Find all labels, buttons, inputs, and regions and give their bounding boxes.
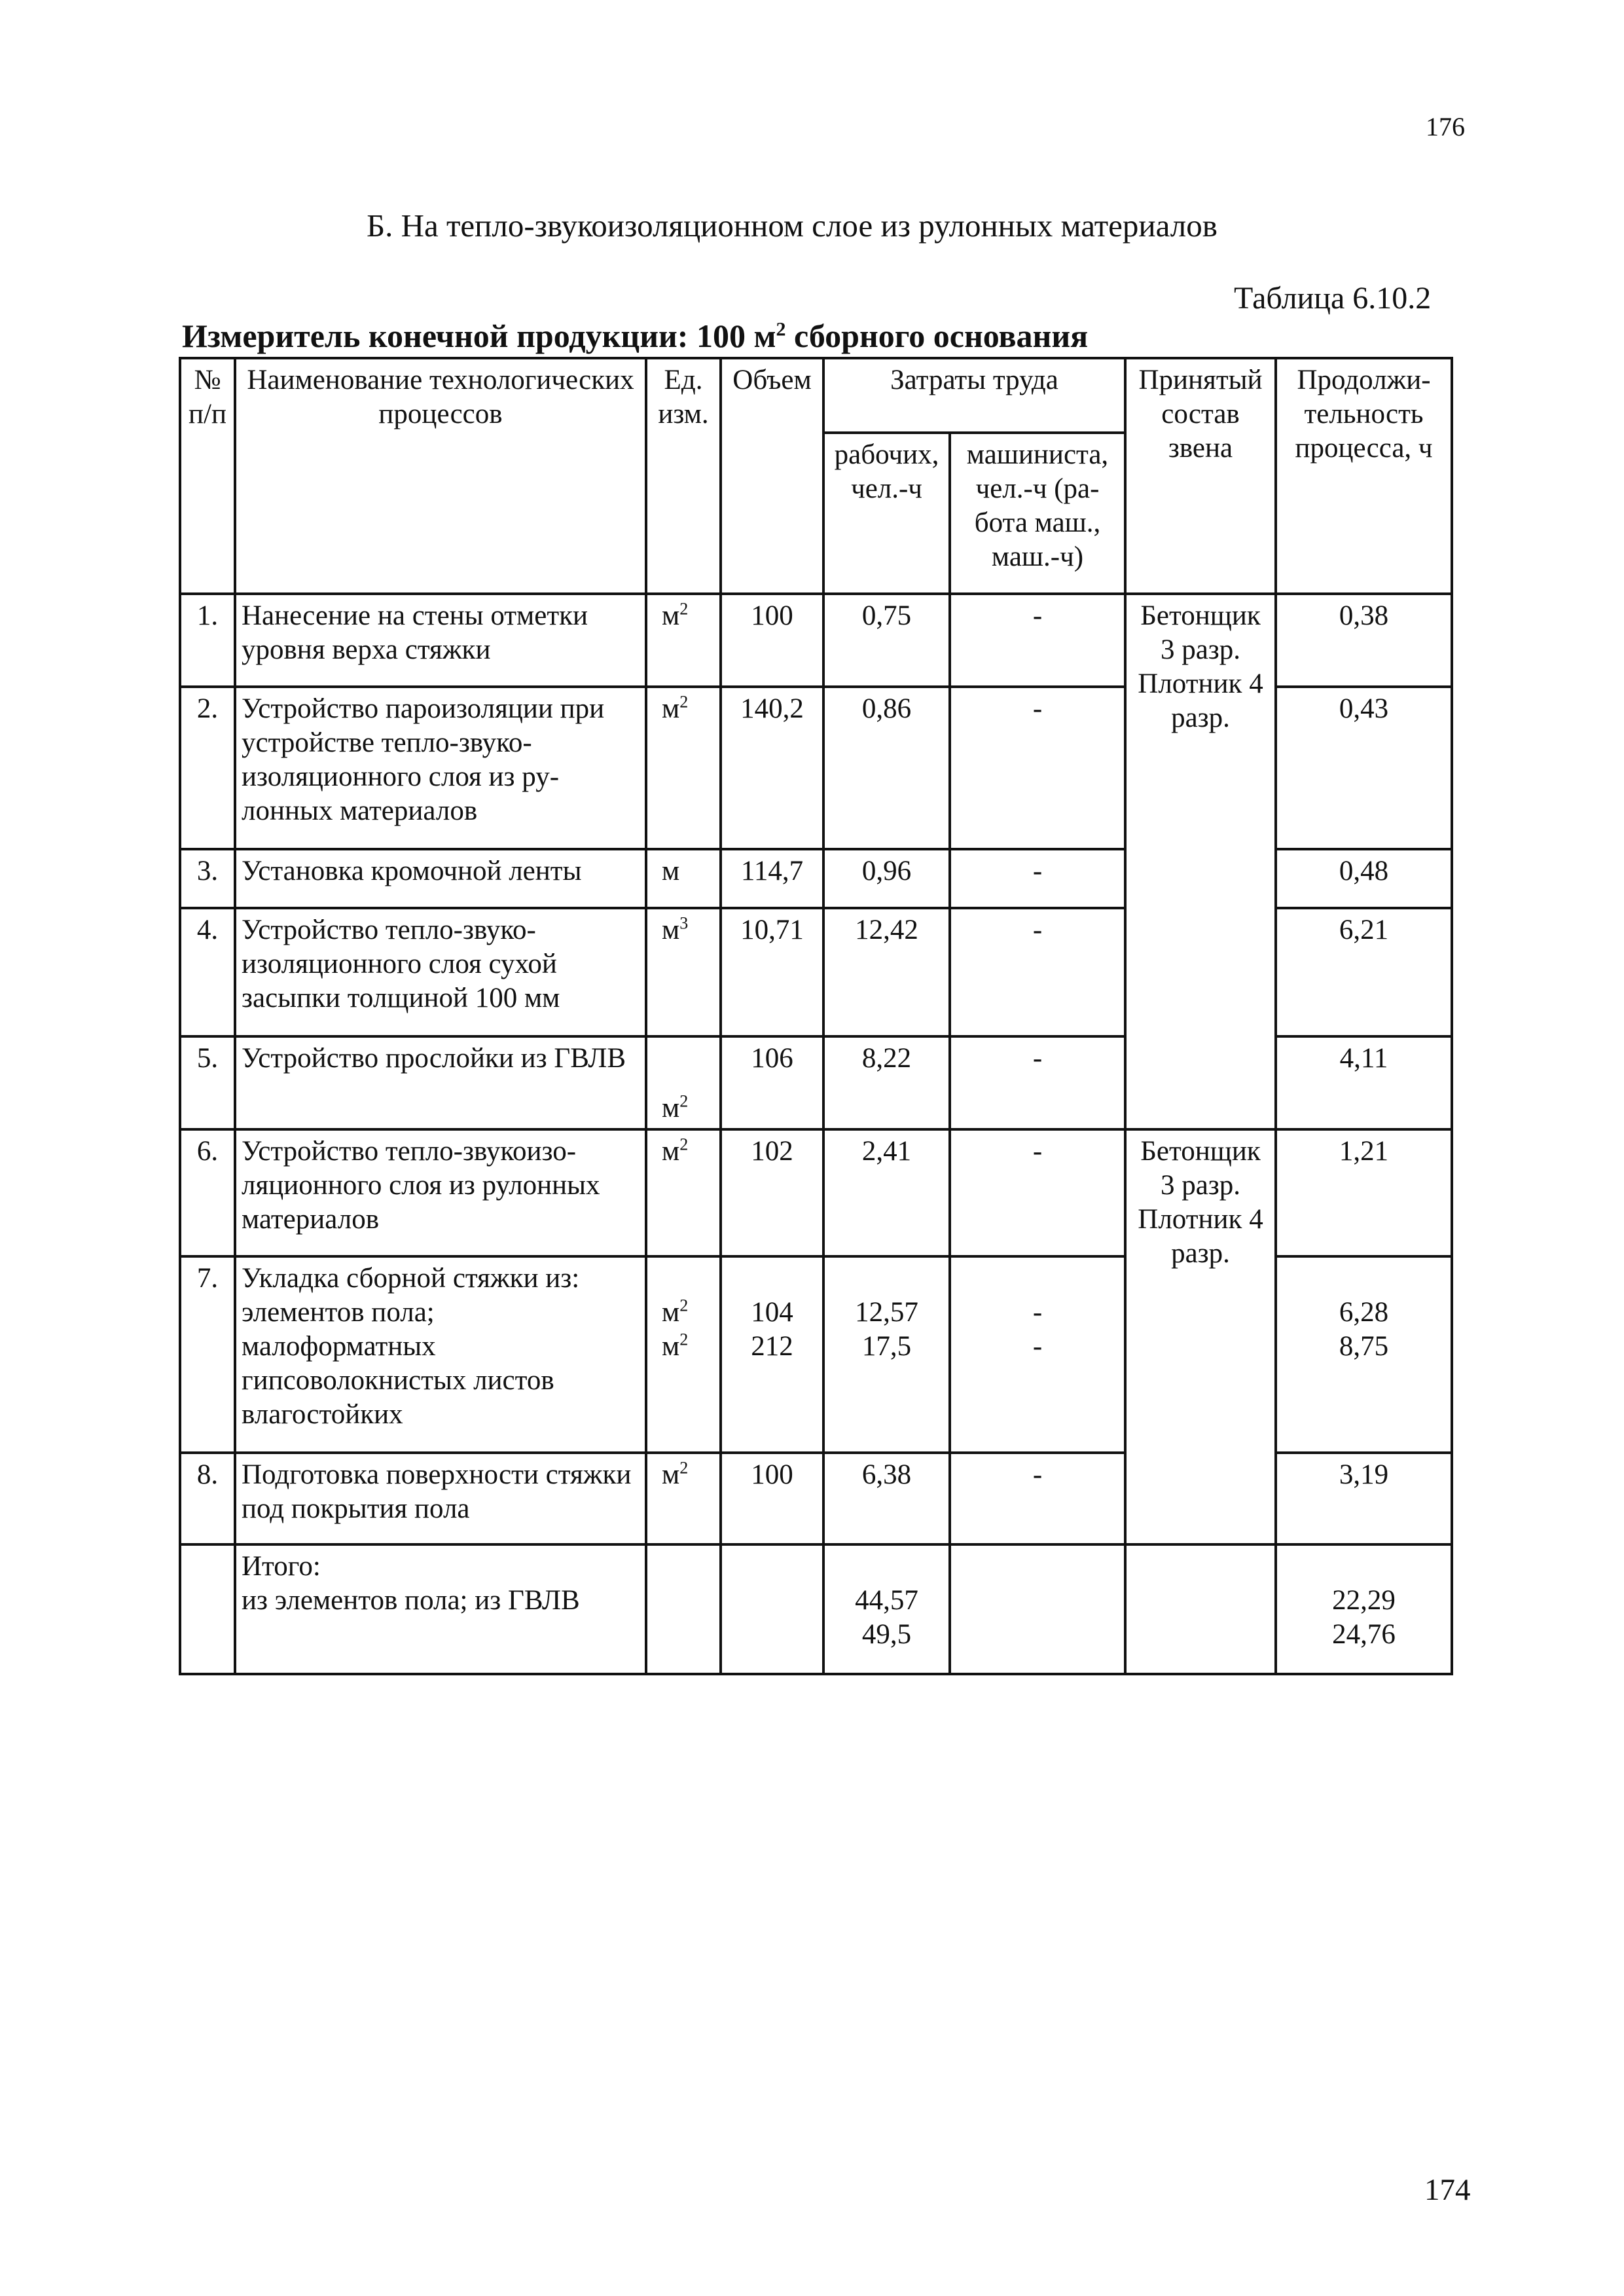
row-num: 3. (180, 849, 235, 908)
total-num (180, 1544, 235, 1674)
row-machinist: - (950, 1129, 1125, 1256)
row-num: 1. (180, 594, 235, 687)
row-subitem: малоформатных гипсоволокнистых листов влагостойких (242, 1331, 554, 1430)
measure-suffix: сборного основания (785, 318, 1089, 354)
row-num: 6. (180, 1129, 235, 1256)
row-workers: 0,86 (823, 687, 950, 849)
row-machinist: - (950, 1453, 1125, 1544)
header-duration: Продолжи-тельность процесса, ч (1276, 358, 1452, 594)
table-row (180, 1129, 1452, 1256)
header-name: Наименование технологических процессов (235, 358, 646, 594)
row-duration: 0,43 (1276, 687, 1452, 849)
row-name: Подготовка поверхности стяжки под покрытия пола (235, 1453, 646, 1544)
row-volume: 102 (721, 1129, 823, 1256)
row-duration: 0,38 (1276, 594, 1452, 687)
total-label (235, 1544, 646, 1674)
row-volume: 100 (721, 594, 823, 687)
row-workers: 12,57 17,5 (823, 1256, 950, 1453)
page-number-top: 176 (1426, 112, 1465, 141)
row-workers: 6,38 (823, 1453, 950, 1544)
row-machinist: - (950, 908, 1125, 1036)
table-row (180, 594, 1452, 687)
row-num: 2. (180, 687, 235, 849)
total-workers: 44,57 49,5 (823, 1544, 950, 1674)
row-duration: 1,21 (1276, 1129, 1452, 1256)
labor-table (179, 357, 1453, 1675)
row-unit: м (646, 849, 721, 908)
header-crew: Принятый состав звена (1125, 358, 1276, 594)
row-unit: $м^2$ (646, 687, 721, 849)
row-volume: 10,71 (721, 908, 823, 1036)
table-label: Таблица 6.10.2 (1234, 281, 1432, 316)
row-name-main: Укладка сборной стяжки из: (242, 1263, 580, 1294)
header-num: № п/п (180, 358, 235, 594)
total-row (180, 1544, 1452, 1674)
row-name: Устройство тепло-звукоизо-ляционного слоя из рулонных материалов (235, 1129, 646, 1256)
row-duration: 6,28 8,75 (1276, 1256, 1452, 1453)
row-machinist: - (950, 1036, 1125, 1129)
row-unit: $м^2$ (646, 1453, 721, 1544)
row-volume: 104 212 (721, 1256, 823, 1453)
row-volume: 140,2 (721, 687, 823, 849)
row-volume: 100 (721, 1453, 823, 1544)
row-subitem: элементов пола; (242, 1297, 435, 1328)
row-machinist: - (950, 687, 1125, 849)
crew-cell: Бетонщик 3 разр. Плотник 4 разр. (1125, 1129, 1276, 1544)
row-duration: 3,19 (1276, 1453, 1452, 1544)
row-unit: $м^3$ (646, 908, 721, 1036)
row-volume: 106 (721, 1036, 823, 1129)
row-duration: 6,21 (1276, 908, 1452, 1036)
total-detail: из элементов пола; из ГВЛВ (242, 1585, 580, 1616)
row-num: 7. (180, 1256, 235, 1453)
measure-title (182, 317, 1088, 355)
row-machinist: - - (950, 1256, 1125, 1453)
row-num: 5. (180, 1036, 235, 1129)
header-row-1 (180, 358, 1452, 433)
row-duration: 4,11 (1276, 1036, 1452, 1129)
row-num: 8. (180, 1453, 235, 1544)
page-number-bottom: 174 (1424, 2173, 1471, 2207)
total-machinist (950, 1544, 1125, 1674)
header-volume: Объем (721, 358, 823, 594)
total-title: Итого: (242, 1551, 321, 1582)
row-num: 4. (180, 908, 235, 1036)
row-unit: $м^2$ (646, 1129, 721, 1256)
total-crew (1125, 1544, 1276, 1674)
header-workers: рабочих, чел.-ч (823, 433, 950, 594)
measure-sup: 2 (776, 318, 786, 340)
total-duration: 22,29 24,76 (1276, 1544, 1452, 1674)
row-name: Установка кромочной ленты (235, 849, 646, 908)
row-workers: 0,96 (823, 849, 950, 908)
row-volume: 114,7 (721, 849, 823, 908)
total-volume (721, 1544, 823, 1674)
row-unit: $м^2$ $м^2$ (646, 1256, 721, 1453)
row-name: Устройство тепло-звуко-изоляционного слоя сухой засыпки толщиной 100 мм (235, 908, 646, 1036)
header-machinist: машиниста, чел.-ч (ра-бота маш., маш.-ч) (950, 433, 1125, 594)
row-workers: 8,22 (823, 1036, 950, 1129)
row-workers: 12,42 (823, 908, 950, 1036)
total-unit (646, 1544, 721, 1674)
crew-cell: Бетонщик 3 разр. Плотник 4 разр. (1125, 594, 1276, 1129)
row-duration: 0,48 (1276, 849, 1452, 908)
row-workers: 2,41 (823, 1129, 950, 1256)
header-unit: Ед. изм. (646, 358, 721, 594)
row-name: Устройство пароизоляции при устройстве тепло-звуко-изоляционного слоя из ру-лонных материалов (235, 687, 646, 849)
row-machinist: - (950, 594, 1125, 687)
row-unit: $м^2$ (646, 594, 721, 687)
section-title: Б. На тепло-звукоизоляционном слое из рулонных материалов (367, 208, 1218, 244)
row-workers: 0,75 (823, 594, 950, 687)
row-name (235, 1256, 646, 1453)
header-labor: Затраты труда (823, 358, 1125, 433)
row-unit: $м^2$ (646, 1036, 721, 1129)
row-name: Нанесение на стены отметки уровня верха стяжки (235, 594, 646, 687)
row-machinist: - (950, 849, 1125, 908)
measure-prefix: Измеритель конечной продукции: 100 м (182, 318, 776, 354)
row-name: Устройство прослойки из ГВЛВ (235, 1036, 646, 1129)
